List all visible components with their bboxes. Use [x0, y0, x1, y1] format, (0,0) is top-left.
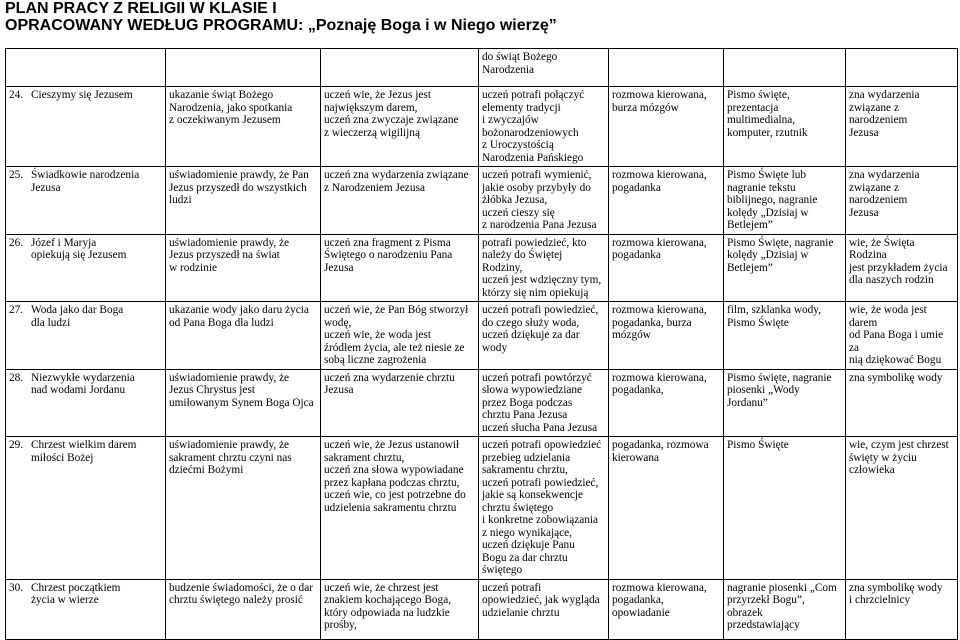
skills-line: uczeń potrafi	[482, 581, 542, 594]
lesson-topic	[31, 169, 162, 194]
aids-cell	[724, 87, 846, 167]
topic-line: życia w wierze	[31, 594, 99, 606]
aids-line: film, szklanka wody,	[727, 304, 822, 316]
aids-cell	[724, 167, 846, 235]
skills-line: z narodzenia Pana Jezusa	[482, 219, 597, 231]
lesson-topic	[31, 304, 162, 329]
methods-cell	[609, 302, 724, 370]
methods-line: burza mózgów	[612, 101, 679, 114]
knowledge-cell	[321, 234, 479, 302]
aids-line: Pismo Święte lub	[727, 169, 807, 181]
skills-cell	[479, 302, 609, 370]
goal-line: uświadomienie prawdy, że	[169, 236, 290, 249]
knowledge-line: Jezusa	[324, 384, 354, 396]
lesson-topic	[31, 89, 162, 102]
knowledge-line: z wieczerzą wigilijną	[324, 126, 420, 139]
methods-cell	[609, 437, 724, 580]
topic-line: Jezusa	[31, 181, 61, 194]
knowledge-line: uczeń wie, że woda jest	[324, 329, 431, 341]
goal-cell	[166, 87, 321, 167]
goal-cell	[166, 437, 321, 580]
knowledge-line: sakrament chrztu,	[324, 451, 405, 464]
aids-line: nagranie tekstu	[727, 181, 796, 194]
skills-cell	[479, 87, 609, 167]
methods-cell	[609, 87, 724, 167]
table-row	[6, 87, 958, 167]
topic-cell	[6, 302, 166, 370]
skills-line: którzy się nim opiekują	[482, 286, 589, 299]
skills-line: wody	[482, 341, 508, 354]
lesson-plan-table	[5, 48, 958, 640]
topic-cell	[6, 437, 166, 580]
outcomes-line: związane z narodzeniem	[849, 101, 908, 126]
outcomes-line: człowieka	[849, 464, 895, 476]
outcomes-line: Jezusa	[849, 206, 879, 219]
skills-line: i konkretne zobowiązania	[482, 514, 599, 526]
methods-cell	[609, 369, 724, 437]
skills-line: uczeń potrafi połączyć	[482, 89, 585, 101]
goal-line: w rodzinie	[169, 261, 217, 274]
skills-cell	[479, 437, 609, 580]
methods-line: pogadanka, burza	[612, 316, 692, 329]
skills-line: uczeń dziękuje za dar	[482, 329, 580, 341]
aids-line: biblijnego, nagranie	[727, 194, 818, 206]
topic-cell	[6, 579, 166, 639]
outcomes-line: wie, że Święta Rodzina	[849, 236, 915, 261]
lesson-topic	[31, 582, 162, 607]
methods-line: pogadanka,	[612, 384, 664, 396]
knowledge-cell	[321, 302, 479, 370]
carry-over-line: do świąt Bożego	[482, 51, 558, 63]
lesson-number: 30.	[9, 581, 24, 594]
lesson-topic	[31, 372, 162, 397]
skills-line: uczeń słucha Pana Jezusa	[482, 421, 598, 434]
aids-line: komputer, rzutnik	[727, 126, 808, 139]
methods-line: rozmowa kierowana,	[612, 236, 707, 249]
goal-cell	[166, 369, 321, 437]
skills-line: opowiedzieć, jak wygląda	[482, 594, 600, 606]
outcomes-cell	[846, 369, 958, 437]
lesson-number: 26.	[9, 236, 24, 249]
carry-over-cell	[479, 49, 609, 87]
aids-line: Betlejem”	[727, 261, 773, 274]
goal-line: dziećmi Bożymi	[169, 464, 244, 476]
aids-line: kolędy „Dzisiaj w	[727, 249, 809, 261]
skills-line: z niego wynikające,	[482, 526, 573, 539]
knowledge-line: uczeń zna zwyczaje związane	[324, 114, 459, 126]
goal-line: sakrament chrztu czyni nas	[169, 451, 292, 464]
topic-line: Józef i Maryja	[31, 236, 97, 249]
goal-line: Narodzenia, jako spotkania	[169, 101, 293, 114]
aids-line: Pismo Święte	[727, 439, 789, 451]
aids-cell	[724, 437, 846, 580]
skills-cell	[479, 167, 609, 235]
knowledge-line: wodę,	[324, 316, 352, 329]
goal-line: chrztu świętego należy prosić	[169, 594, 303, 606]
skills-line: z Uroczystością	[482, 139, 554, 151]
topic-line: Świadkowie narodzenia	[31, 169, 140, 181]
skills-line: do czego służy woda,	[482, 316, 580, 329]
methods-line: pogadanka	[612, 249, 661, 261]
methods-line: mózgów	[612, 329, 651, 341]
aids-line: piosenki „Wody	[727, 384, 800, 396]
knowledge-cell	[321, 167, 479, 235]
skills-line: należy do Świętej	[482, 249, 563, 261]
aids-line: Jordanu”	[727, 396, 768, 409]
goal-line: uświadomienie prawdy, że	[169, 439, 290, 451]
goal-line: uświadomienie prawdy, że Pan	[169, 169, 309, 181]
skills-line: uczeń potrafi powtórzyć	[482, 371, 592, 384]
goal-line: budzenie świadomości, że o dar	[169, 581, 313, 594]
skills-line: uczeń dziękuje Panu	[482, 539, 575, 551]
knowledge-line: udzielenia sakramentu chrztu	[324, 501, 457, 514]
goal-cell	[166, 234, 321, 302]
outcomes-line: święty w życiu	[849, 451, 917, 464]
knowledge-line: uczeń zna wydarzenia związane	[324, 169, 469, 181]
lesson-topic	[31, 237, 162, 262]
methods-line: rozmowa kierowana,	[612, 304, 707, 316]
aids-line: Betlejem”	[727, 219, 773, 231]
aids-line: kolędy „Dzisiaj w	[727, 206, 809, 219]
knowledge-line: Świętego o narodzeniu Pana	[324, 249, 453, 261]
carry-over-row	[6, 49, 958, 87]
skills-line: udzielanie chrztu	[482, 606, 560, 619]
lesson-number: 24.	[9, 89, 24, 101]
knowledge-line: uczeń wie, że Pan Bóg stworzył	[324, 304, 469, 316]
topic-line: Chrzest wielkim darem	[31, 439, 137, 451]
document-subtitle: OPRACOWANY WEDŁUG PROGRAMU: „Poznaję Boga i w Niego wierzę”	[5, 17, 557, 34]
knowledge-cell	[321, 87, 479, 167]
outcomes-line: zna symbolikę wody	[849, 581, 943, 594]
aids-line: obrazek	[727, 606, 763, 619]
table-row	[6, 579, 958, 639]
goal-line: ukazanie wody jako daru życia	[169, 304, 309, 316]
aids-line: Pismo Święte, nagranie	[727, 236, 834, 249]
skills-cell	[479, 369, 609, 437]
topic-line: Chrzest początkiem	[31, 581, 121, 594]
knowledge-line: uczeń wie, że chrzest jest	[324, 581, 439, 594]
skills-cell	[479, 234, 609, 302]
aids-cell	[724, 302, 846, 370]
skills-line: uczeń potrafi wymienić,	[482, 169, 592, 181]
skills-line: uczeń potrafi powiedzieć,	[482, 304, 599, 316]
lesson-number: 25.	[9, 169, 24, 181]
outcomes-line: nią dziękować Bogu	[849, 354, 942, 366]
outcomes-line: zna wydarzenia	[849, 169, 920, 181]
methods-cell	[609, 167, 724, 235]
knowledge-line: uczeń wie, że Jezus ustanowił	[324, 439, 460, 451]
outcomes-cell	[846, 302, 958, 370]
methods-line: rozmowa kierowana,	[612, 89, 707, 101]
skills-line: przebieg udzielania	[482, 451, 571, 464]
methods-line: rozmowa kierowana,	[612, 371, 707, 384]
aids-line: Pismo Święte	[727, 316, 789, 329]
aids-line: multimedialna,	[727, 114, 796, 126]
skills-line: uczeń jest wdzięczny tym,	[482, 274, 602, 286]
skills-line: Bogu za dar chrztu	[482, 551, 568, 564]
skills-line: sakramentu chrztu,	[482, 464, 568, 476]
goal-line: z oczekiwanym Jezusem	[169, 114, 281, 126]
lesson-number: 28.	[9, 371, 24, 384]
topic-cell	[6, 87, 166, 167]
knowledge-line: uczeń zna wydarzenie chrztu	[324, 371, 455, 384]
outcomes-cell	[846, 167, 958, 235]
outcomes-line: od Pana Boga i umie za	[849, 329, 944, 354]
knowledge-line: źródłem życia, ale też niesie ze	[324, 341, 465, 354]
knowledge-cell	[321, 579, 479, 639]
table-row	[6, 369, 958, 437]
aids-line: prezentacja	[727, 101, 779, 114]
knowledge-line: największym darem,	[324, 101, 418, 114]
knowledge-cell	[321, 369, 479, 437]
carry-over-line: Narodzenia	[482, 63, 535, 76]
skills-line: uczeń potrafi opowiedzieć	[482, 439, 602, 451]
topic-cell	[6, 167, 166, 235]
goal-cell	[166, 167, 321, 235]
knowledge-line: uczeń zna fragment z Pisma	[324, 236, 451, 249]
aids-line: przyrzekł Bogu”,	[727, 594, 805, 606]
outcomes-cell	[846, 437, 958, 580]
goal-line: uświadomienie prawdy, że	[169, 371, 290, 384]
goal-cell	[166, 579, 321, 639]
skills-line: potrafi powiedzieć, kto	[482, 236, 587, 249]
outcomes-cell	[846, 87, 958, 167]
topic-line: nad wodami Jordanu	[31, 384, 126, 396]
methods-line: rozmowa kierowana,	[612, 169, 707, 181]
topic-line: miłości Bożej	[31, 451, 94, 464]
knowledge-line: uczeń wie, co jest potrzebne do	[324, 489, 466, 501]
skills-line: Narodzenia Pańskiego	[482, 151, 584, 164]
skills-line: słowa wypowiedziane	[482, 384, 583, 396]
outcomes-line: i chrzcielnicy	[849, 594, 911, 606]
skills-line: jakie są konsekwencje	[482, 489, 584, 501]
skills-line: uczeń cieszy się	[482, 206, 555, 219]
topic-line: Woda jako dar Boga	[31, 304, 124, 316]
document-title: PLAN PRACY Z RELIGII W KLASIE I	[5, 0, 277, 17]
methods-line: kierowana	[612, 451, 660, 464]
knowledge-cell	[321, 437, 479, 580]
knowledge-line: który odpowiada na ludzkie	[324, 606, 450, 619]
outcomes-line: wie, czym jest chrzest	[849, 439, 949, 451]
lesson-number: 29.	[9, 439, 24, 451]
goal-line: Jezus Chrystus jest	[169, 384, 255, 396]
goal-line: Jezus przyszedł na świat	[169, 249, 280, 261]
methods-cell	[609, 234, 724, 302]
topic-line: opiekują się Jezusem	[31, 249, 127, 261]
methods-cell	[609, 579, 724, 639]
skills-line: elementy tradycji	[482, 101, 561, 114]
outcomes-line: związane z narodzeniem	[849, 181, 908, 206]
lesson-topic	[31, 439, 162, 464]
methods-line: opowiadanie	[612, 606, 670, 619]
topic-cell	[6, 369, 166, 437]
outcomes-line: jest przykładem życia	[849, 261, 948, 274]
skills-cell	[479, 579, 609, 639]
methods-line: rozmowa kierowana,	[612, 581, 707, 594]
table-row	[6, 234, 958, 302]
skills-line: żłóbka Jezusa,	[482, 194, 548, 206]
outcomes-line: Jezusa	[849, 126, 879, 139]
table-row	[6, 437, 958, 580]
methods-line: pogadanka, rozmowa	[612, 439, 709, 451]
outcomes-cell	[846, 234, 958, 302]
outcomes-line: zna wydarzenia	[849, 89, 920, 101]
table-row	[6, 167, 958, 235]
goal-line: od Pana Boga dla ludzi	[169, 316, 274, 329]
aids-line: przedstawiający	[727, 619, 800, 631]
aids-cell	[724, 369, 846, 437]
skills-line: jakie osoby przybyły do	[482, 181, 591, 194]
knowledge-line: Jezusa	[324, 261, 354, 274]
outcomes-line: wie, że woda jest darem	[849, 304, 927, 329]
knowledge-line: uczeń zna słowa wypowiadane	[324, 464, 464, 476]
aids-line: Pismo święte, nagranie	[727, 371, 832, 384]
skills-line: uczeń potrafi powiedzieć,	[482, 476, 599, 489]
knowledge-line: z Narodzeniem Jezusa	[324, 181, 425, 194]
lesson-number: 27.	[9, 304, 24, 316]
knowledge-line: sobą liczne zagrożenia	[324, 354, 427, 366]
knowledge-line: uczeń wie, że Jezus jest	[324, 89, 431, 101]
aids-cell	[724, 234, 846, 302]
outcomes-line: zna symbolikę wody	[849, 371, 943, 384]
topic-line: Cieszymy się Jezusem	[31, 89, 133, 101]
aids-line: nagranie piosenki „Com	[727, 581, 837, 594]
skills-line: świętego	[482, 564, 523, 576]
outcomes-line: dla naszych rodzin	[849, 274, 934, 286]
skills-line: chrztu świętego	[482, 501, 554, 514]
skills-line: i zwyczajów	[482, 114, 539, 126]
goal-line: Jezus przyszedł do wszystkich	[169, 181, 307, 194]
topic-line: Niezwykłe wydarzenia	[31, 371, 135, 384]
goal-line: ukazanie świąt Bożego	[169, 89, 274, 101]
skills-line: chrztu Pana Jezusa	[482, 409, 568, 421]
methods-line: pogadanka	[612, 181, 661, 194]
topic-cell	[6, 234, 166, 302]
table-row	[6, 302, 958, 370]
skills-line: przez Boga podczas	[482, 396, 573, 409]
methods-line: pogadanka,	[612, 594, 664, 606]
knowledge-line: znakiem kochającego Boga,	[324, 594, 452, 606]
aids-line: Pismo święte,	[727, 89, 790, 101]
aids-cell	[724, 579, 846, 639]
outcomes-cell	[846, 579, 958, 639]
goal-line: ludzi	[169, 194, 192, 206]
skills-line: Rodziny,	[482, 261, 523, 274]
goal-cell	[166, 302, 321, 370]
knowledge-line: prośby,	[324, 619, 357, 631]
goal-line: umiłowanym Synem Boga Ojca	[169, 396, 314, 409]
skills-line: bożonarodzeniowych	[482, 126, 579, 139]
knowledge-line: przez kapłana podczas chrztu,	[324, 476, 460, 489]
topic-line: dla ludzi	[31, 316, 71, 329]
